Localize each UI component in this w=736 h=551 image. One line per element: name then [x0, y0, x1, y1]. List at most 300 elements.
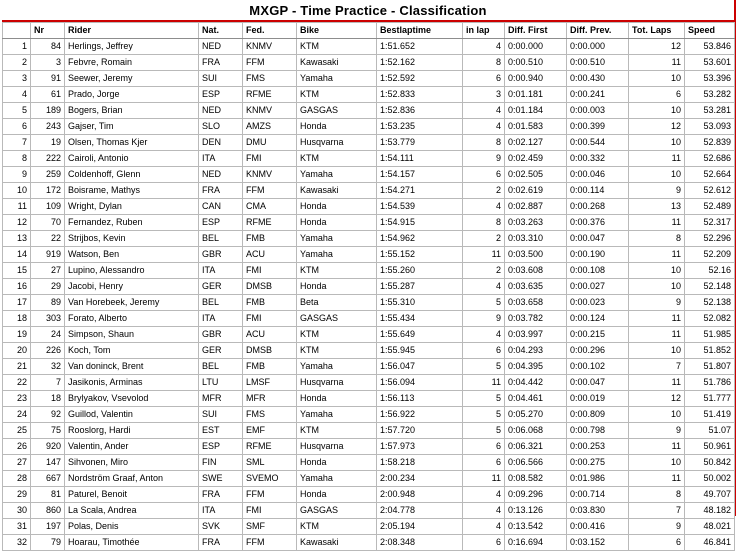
cell-diff-first: 0:00.000 [505, 39, 567, 55]
cell-diff-prev: 0:00.003 [567, 103, 629, 119]
cell-position: 29 [3, 487, 31, 503]
cell-speed: 51.852 [685, 343, 735, 359]
cell-bestlaptime: 2:04.778 [377, 503, 463, 519]
cell-position: 7 [3, 135, 31, 151]
cell-bestlaptime: 1:55.260 [377, 263, 463, 279]
cell-inlap: 2 [463, 231, 505, 247]
cell-diff-first: 0:03.500 [505, 247, 567, 263]
table-row [3, 215, 735, 231]
cell-diff-prev: 0:00.798 [567, 423, 629, 439]
cell-speed: 52.686 [685, 151, 735, 167]
cell-inlap: 5 [463, 359, 505, 375]
cell-position: 9 [3, 167, 31, 183]
cell-number: 172 [31, 183, 65, 199]
cell-bike: Yamaha [297, 359, 377, 375]
cell-bestlaptime: 1:52.162 [377, 55, 463, 71]
cell-speed: 50.002 [685, 471, 735, 487]
cell-rider: Coldenhoff, Glenn [65, 167, 199, 183]
cell-bike: Kawasaki [297, 535, 377, 551]
cell-diff-first: 0:05.270 [505, 407, 567, 423]
cell-total-laps: 10 [629, 135, 685, 151]
cell-number: 147 [31, 455, 65, 471]
cell-bestlaptime: 1:55.434 [377, 311, 463, 327]
cell-inlap: 6 [463, 71, 505, 87]
cell-diff-prev: 0:00.275 [567, 455, 629, 471]
cell-inlap: 9 [463, 151, 505, 167]
cell-diff-first: 0:03.310 [505, 231, 567, 247]
cell-inlap: 6 [463, 535, 505, 551]
cell-rider: Strijbos, Kevin [65, 231, 199, 247]
cell-diff-prev: 0:00.000 [567, 39, 629, 55]
cell-bike: Yamaha [297, 471, 377, 487]
cell-diff-first: 0:13.542 [505, 519, 567, 535]
cell-diff-prev: 0:00.124 [567, 311, 629, 327]
cell-diff-first: 0:03.658 [505, 295, 567, 311]
cell-nation: FRA [199, 535, 243, 551]
cell-nation: FRA [199, 487, 243, 503]
cell-bestlaptime: 1:54.157 [377, 167, 463, 183]
cell-total-laps: 12 [629, 391, 685, 407]
cell-bike: Honda [297, 487, 377, 503]
cell-bestlaptime: 1:56.113 [377, 391, 463, 407]
cell-diff-first: 0:03.263 [505, 215, 567, 231]
cell-total-laps: 11 [629, 471, 685, 487]
cell-federation: KNMV [243, 39, 297, 55]
cell-diff-first: 0:02.887 [505, 199, 567, 215]
cell-federation: FFM [243, 535, 297, 551]
table-row [3, 375, 735, 391]
column-header-inlap: in lap [463, 23, 505, 39]
cell-number: 860 [31, 503, 65, 519]
cell-total-laps: 10 [629, 167, 685, 183]
cell-federation: DMSB [243, 343, 297, 359]
cell-total-laps: 11 [629, 327, 685, 343]
cell-inlap: 4 [463, 199, 505, 215]
cell-position: 13 [3, 231, 31, 247]
cell-position: 8 [3, 151, 31, 167]
cell-federation: FMB [243, 359, 297, 375]
cell-bestlaptime: 1:53.779 [377, 135, 463, 151]
cell-position: 10 [3, 183, 31, 199]
cell-bike: Beta [297, 295, 377, 311]
cell-federation: ACU [243, 247, 297, 263]
cell-speed: 52.489 [685, 199, 735, 215]
cell-bestlaptime: 2:05.194 [377, 519, 463, 535]
cell-speed: 53.601 [685, 55, 735, 71]
cell-diff-first: 0:01.184 [505, 103, 567, 119]
cell-speed: 52.317 [685, 215, 735, 231]
cell-total-laps: 10 [629, 407, 685, 423]
cell-speed: 51.07 [685, 423, 735, 439]
cell-speed: 51.786 [685, 375, 735, 391]
cell-total-laps: 6 [629, 535, 685, 551]
cell-bestlaptime: 1:54.271 [377, 183, 463, 199]
cell-diff-first: 0:02.127 [505, 135, 567, 151]
cell-speed: 52.138 [685, 295, 735, 311]
cell-bike: Honda [297, 455, 377, 471]
cell-nation: ESP [199, 215, 243, 231]
cell-rider: Simpson, Shaun [65, 327, 199, 343]
cell-rider: Van Horebeek, Jeremy [65, 295, 199, 311]
cell-rider: Wright, Dylan [65, 199, 199, 215]
cell-federation: SMF [243, 519, 297, 535]
table-row [3, 439, 735, 455]
column-header-rider: Rider [65, 23, 199, 39]
cell-diff-first: 0:03.997 [505, 327, 567, 343]
cell-speed: 52.148 [685, 279, 735, 295]
cell-total-laps: 10 [629, 279, 685, 295]
cell-nation: SUI [199, 407, 243, 423]
table-row [3, 103, 735, 119]
column-header-number: Nr [31, 23, 65, 39]
cell-total-laps: 10 [629, 71, 685, 87]
cell-position: 3 [3, 71, 31, 87]
cell-diff-prev: 0:00.108 [567, 263, 629, 279]
cell-inlap: 4 [463, 503, 505, 519]
cell-bike: Kawasaki [297, 55, 377, 71]
cell-inlap: 5 [463, 423, 505, 439]
cell-speed: 50.961 [685, 439, 735, 455]
cell-total-laps: 11 [629, 375, 685, 391]
page-header [2, 0, 734, 22]
cell-speed: 49.707 [685, 487, 735, 503]
cell-bike: Honda [297, 279, 377, 295]
cell-total-laps: 13 [629, 199, 685, 215]
cell-bike: KTM [297, 151, 377, 167]
cell-bike: Yamaha [297, 71, 377, 87]
cell-speed: 53.093 [685, 119, 735, 135]
cell-position: 25 [3, 423, 31, 439]
cell-bike: GASGAS [297, 103, 377, 119]
cell-nation: ESP [199, 439, 243, 455]
cell-position: 2 [3, 55, 31, 71]
cell-diff-first: 0:02.505 [505, 167, 567, 183]
cell-diff-first: 0:01.181 [505, 87, 567, 103]
cell-total-laps: 9 [629, 295, 685, 311]
cell-rider: Febvre, Romain [65, 55, 199, 71]
cell-bestlaptime: 1:55.287 [377, 279, 463, 295]
cell-bestlaptime: 1:54.111 [377, 151, 463, 167]
cell-number: 920 [31, 439, 65, 455]
column-header-position [3, 23, 31, 39]
table-row [3, 183, 735, 199]
cell-inlap: 6 [463, 455, 505, 471]
cell-diff-prev: 0:00.296 [567, 343, 629, 359]
cell-rider: Van doninck, Brent [65, 359, 199, 375]
table-header-row [3, 23, 735, 39]
cell-position: 17 [3, 295, 31, 311]
cell-diff-prev: 0:00.046 [567, 167, 629, 183]
cell-federation: FMI [243, 311, 297, 327]
cell-federation: RFME [243, 87, 297, 103]
cell-number: 3 [31, 55, 65, 71]
cell-nation: FIN [199, 455, 243, 471]
cell-speed: 52.839 [685, 135, 735, 151]
cell-diff-prev: 0:01.986 [567, 471, 629, 487]
cell-nation: EST [199, 423, 243, 439]
cell-rider: Gajser, Tim [65, 119, 199, 135]
cell-diff-first: 0:06.321 [505, 439, 567, 455]
cell-bestlaptime: 1:56.094 [377, 375, 463, 391]
cell-speed: 52.664 [685, 167, 735, 183]
cell-rider: Guillod, Valentin [65, 407, 199, 423]
cell-nation: GBR [199, 247, 243, 263]
cell-bike: Honda [297, 199, 377, 215]
cell-federation: FFM [243, 183, 297, 199]
cell-rider: Sihvonen, Miro [65, 455, 199, 471]
cell-position: 18 [3, 311, 31, 327]
cell-speed: 48.182 [685, 503, 735, 519]
cell-bestlaptime: 1:52.833 [377, 87, 463, 103]
cell-diff-prev: 0:00.399 [567, 119, 629, 135]
cell-number: 919 [31, 247, 65, 263]
cell-federation: FMB [243, 231, 297, 247]
cell-number: 7 [31, 375, 65, 391]
table-row [3, 199, 735, 215]
cell-position: 14 [3, 247, 31, 263]
cell-number: 303 [31, 311, 65, 327]
table-row [3, 519, 735, 535]
cell-federation: RFME [243, 215, 297, 231]
cell-bike: Yamaha [297, 247, 377, 263]
cell-rider: Paturel, Benoit [65, 487, 199, 503]
cell-bike: Honda [297, 215, 377, 231]
cell-nation: ITA [199, 151, 243, 167]
cell-total-laps: 11 [629, 215, 685, 231]
cell-bike: KTM [297, 87, 377, 103]
cell-nation: GBR [199, 327, 243, 343]
table-row [3, 71, 735, 87]
cell-bike: Kawasaki [297, 183, 377, 199]
cell-number: 70 [31, 215, 65, 231]
cell-diff-first: 0:16.694 [505, 535, 567, 551]
cell-diff-first: 0:04.461 [505, 391, 567, 407]
cell-number: 18 [31, 391, 65, 407]
cell-number: 226 [31, 343, 65, 359]
cell-speed: 51.985 [685, 327, 735, 343]
cell-position: 27 [3, 455, 31, 471]
cell-position: 12 [3, 215, 31, 231]
column-header-diff-prev: Diff. Prev. [567, 23, 629, 39]
cell-inlap: 8 [463, 55, 505, 71]
cell-nation: BEL [199, 359, 243, 375]
cell-speed: 52.16 [685, 263, 735, 279]
cell-inlap: 6 [463, 167, 505, 183]
cell-diff-first: 0:00.510 [505, 55, 567, 71]
cell-bestlaptime: 1:55.649 [377, 327, 463, 343]
cell-bestlaptime: 1:54.915 [377, 215, 463, 231]
cell-bestlaptime: 1:55.945 [377, 343, 463, 359]
classification-table [2, 22, 735, 551]
cell-rider: Valentin, Ander [65, 439, 199, 455]
cell-rider: Watson, Ben [65, 247, 199, 263]
cell-number: 81 [31, 487, 65, 503]
cell-bestlaptime: 2:00.948 [377, 487, 463, 503]
cell-diff-prev: 0:00.253 [567, 439, 629, 455]
cell-total-laps: 7 [629, 359, 685, 375]
table-row [3, 279, 735, 295]
cell-inlap: 3 [463, 87, 505, 103]
cell-federation: DMSB [243, 279, 297, 295]
cell-bike: Husqvarna [297, 135, 377, 151]
cell-bike: Yamaha [297, 167, 377, 183]
cell-bike: Yamaha [297, 231, 377, 247]
cell-bike: Honda [297, 119, 377, 135]
cell-bike: Husqvarna [297, 439, 377, 455]
cell-inlap: 5 [463, 295, 505, 311]
cell-position: 6 [3, 119, 31, 135]
cell-federation: AMZS [243, 119, 297, 135]
cell-total-laps: 11 [629, 247, 685, 263]
cell-bestlaptime: 1:51.652 [377, 39, 463, 55]
cell-bestlaptime: 1:57.720 [377, 423, 463, 439]
cell-federation: FMS [243, 71, 297, 87]
cell-inlap: 4 [463, 487, 505, 503]
cell-speed: 51.777 [685, 391, 735, 407]
cell-total-laps: 12 [629, 39, 685, 55]
cell-bestlaptime: 1:52.836 [377, 103, 463, 119]
cell-total-laps: 9 [629, 183, 685, 199]
cell-federation: DMU [243, 135, 297, 151]
cell-nation: ITA [199, 263, 243, 279]
cell-diff-prev: 0:00.241 [567, 87, 629, 103]
cell-federation: FMB [243, 295, 297, 311]
cell-bike: KTM [297, 263, 377, 279]
cell-bike: Yamaha [297, 407, 377, 423]
table-row [3, 231, 735, 247]
cell-total-laps: 7 [629, 503, 685, 519]
cell-diff-prev: 0:00.268 [567, 199, 629, 215]
cell-diff-first: 0:06.068 [505, 423, 567, 439]
cell-inlap: 6 [463, 343, 505, 359]
cell-diff-prev: 0:00.114 [567, 183, 629, 199]
column-header-nation: Nat. [199, 23, 243, 39]
cell-number: 91 [31, 71, 65, 87]
cell-federation: SML [243, 455, 297, 471]
column-header-federation: Fed. [243, 23, 297, 39]
table-row [3, 471, 735, 487]
cell-speed: 46.841 [685, 535, 735, 551]
cell-nation: ITA [199, 503, 243, 519]
cell-inlap: 4 [463, 119, 505, 135]
cell-federation: FMS [243, 407, 297, 423]
cell-total-laps: 10 [629, 103, 685, 119]
cell-total-laps: 12 [629, 119, 685, 135]
table-row [3, 535, 735, 551]
cell-total-laps: 8 [629, 231, 685, 247]
cell-inlap: 4 [463, 327, 505, 343]
cell-number: 29 [31, 279, 65, 295]
cell-diff-first: 0:04.442 [505, 375, 567, 391]
cell-total-laps: 9 [629, 423, 685, 439]
cell-position: 30 [3, 503, 31, 519]
cell-speed: 53.281 [685, 103, 735, 119]
cell-rider: Herlings, Jeffrey [65, 39, 199, 55]
cell-diff-first: 0:04.293 [505, 343, 567, 359]
cell-nation: GER [199, 343, 243, 359]
cell-diff-prev: 0:00.047 [567, 375, 629, 391]
cell-diff-prev: 0:00.027 [567, 279, 629, 295]
cell-diff-first: 0:02.619 [505, 183, 567, 199]
cell-position: 5 [3, 103, 31, 119]
cell-bestlaptime: 1:56.047 [377, 359, 463, 375]
cell-total-laps: 6 [629, 87, 685, 103]
cell-position: 20 [3, 343, 31, 359]
cell-federation: FMI [243, 503, 297, 519]
cell-inlap: 4 [463, 39, 505, 55]
cell-number: 75 [31, 423, 65, 439]
cell-inlap: 5 [463, 391, 505, 407]
cell-bestlaptime: 1:54.539 [377, 199, 463, 215]
cell-position: 32 [3, 535, 31, 551]
cell-nation: NED [199, 167, 243, 183]
cell-total-laps: 10 [629, 343, 685, 359]
cell-diff-prev: 0:00.019 [567, 391, 629, 407]
cell-rider: Hoarau, Timothée [65, 535, 199, 551]
cell-rider: Nordström Graaf, Anton [65, 471, 199, 487]
cell-number: 189 [31, 103, 65, 119]
cell-rider: Fernandez, Ruben [65, 215, 199, 231]
cell-diff-prev: 0:00.510 [567, 55, 629, 71]
cell-speed: 52.296 [685, 231, 735, 247]
cell-rider: Polas, Denis [65, 519, 199, 535]
page-title: MXGP - Time Practice - Classification [249, 2, 487, 18]
cell-total-laps: 11 [629, 439, 685, 455]
cell-inlap: 4 [463, 519, 505, 535]
cell-inlap: 4 [463, 103, 505, 119]
cell-nation: NED [199, 103, 243, 119]
table-row [3, 247, 735, 263]
cell-inlap: 8 [463, 135, 505, 151]
cell-diff-first: 0:04.395 [505, 359, 567, 375]
column-header-speed: Speed [685, 23, 735, 39]
cell-diff-first: 0:01.583 [505, 119, 567, 135]
cell-diff-prev: 0:00.332 [567, 151, 629, 167]
cell-speed: 48.021 [685, 519, 735, 535]
cell-diff-prev: 0:03.152 [567, 535, 629, 551]
cell-nation: SUI [199, 71, 243, 87]
cell-bike: Husqvarna [297, 375, 377, 391]
cell-federation: RFME [243, 439, 297, 455]
cell-diff-first: 0:03.782 [505, 311, 567, 327]
cell-number: 19 [31, 135, 65, 151]
cell-nation: ITA [199, 311, 243, 327]
cell-nation: FRA [199, 183, 243, 199]
cell-speed: 53.396 [685, 71, 735, 87]
table-row [3, 423, 735, 439]
cell-position: 31 [3, 519, 31, 535]
cell-position: 23 [3, 391, 31, 407]
cell-diff-prev: 0:00.714 [567, 487, 629, 503]
cell-rider: La Scala, Andrea [65, 503, 199, 519]
cell-total-laps: 11 [629, 311, 685, 327]
cell-bestlaptime: 1:57.973 [377, 439, 463, 455]
cell-nation: LTU [199, 375, 243, 391]
cell-inlap: 5 [463, 407, 505, 423]
cell-bike: GASGAS [297, 311, 377, 327]
cell-number: 24 [31, 327, 65, 343]
cell-diff-prev: 0:00.430 [567, 71, 629, 87]
cell-bike: Honda [297, 391, 377, 407]
table-row [3, 135, 735, 151]
cell-total-laps: 11 [629, 55, 685, 71]
cell-position: 21 [3, 359, 31, 375]
cell-bestlaptime: 2:00.234 [377, 471, 463, 487]
table-row [3, 55, 735, 71]
cell-bike: KTM [297, 343, 377, 359]
table-row [3, 487, 735, 503]
cell-federation: EMF [243, 423, 297, 439]
